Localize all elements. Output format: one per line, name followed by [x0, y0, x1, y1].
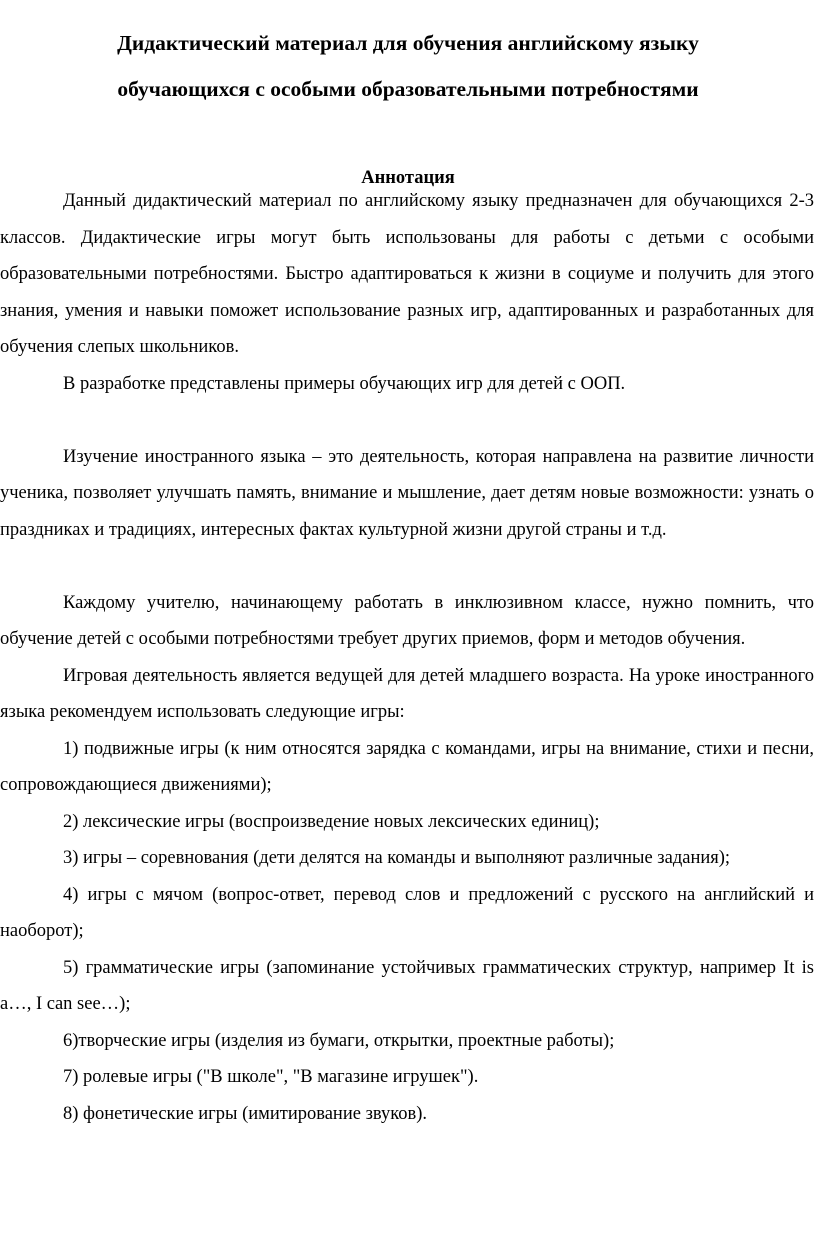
- annotation-heading: Аннотация: [361, 168, 455, 188]
- document-body: [0, 183, 816, 1132]
- paragraph-language-study: Изучение иностранного языка – это деятельность, которая направлена на развитие личности ученика, позволяет улучшать память, внимание и мышление, дает детям новые возможности: узнать о праздниках и традициях, интересных фактах культурной жизни другой страны и т.д.: [0, 446, 814, 540]
- title-line-1: Дидактический материал для обучения английскому языку: [117, 31, 699, 55]
- paragraph-game-activity: Игровая деятельность является ведущей для детей младшего возраста. На уроке иностранного языка рекомендуем использовать следующие игры:: [0, 665, 814, 722]
- list-item: 1) подвижные игры (к ним относятся зарядка с командами, игры на внимание, стихи и песни, сопровождающиеся движениями);: [0, 738, 814, 795]
- paragraph-examples: В разработке представлены примеры обучающих игр для детей с ООП.: [63, 373, 626, 394]
- spacer: [0, 548, 816, 585]
- list-item: 4) игры с мячом (вопрос-ответ, перевод слов и предложений с русского на английский и наоборот);: [0, 884, 814, 941]
- document-title: [0, 20, 816, 112]
- paragraph-intro: Данный дидактический материал по английскому языку предназначен для обучающихся 2-3 классов. Дидактические игры могут быть использованы для работы с детьми с особыми образовательными потребностями. Быстро адаптироваться к жизни в социуме и получить для этого знания, умения и навыки поможет использование разных игр, адаптированных и разработанных для обучения слепых школьников.: [0, 191, 814, 357]
- title-line-2: обучающихся с особыми образовательными потребностями: [117, 77, 699, 101]
- list-item: 2) лексические игры (воспроизведение новых лексических единиц);: [63, 811, 600, 832]
- list-item: 7) ролевые игры ("В школе", "В магазине игрушек").: [63, 1067, 479, 1087]
- list-item: 3) игры – соревнования (дети делятся на команды и выполняют различные задания);: [63, 848, 731, 868]
- list-item: 6)творческие игры (изделия из бумаги, открытки, проектные работы);: [63, 1030, 615, 1051]
- list-item: 8) фонетические игры (имитирование звуков).: [63, 1103, 428, 1124]
- spacer: [0, 402, 816, 439]
- list-item: 5) грамматические игры (запоминание устойчивых грамматических структур, например It is a…, I can see…);: [0, 957, 814, 1014]
- paragraph-teacher: Каждому учителю, начинающему работать в инклюзивном классе, нужно помнить, что обучение детей с особыми потребностями требует других приемов, форм и методов обучения.: [0, 592, 814, 649]
